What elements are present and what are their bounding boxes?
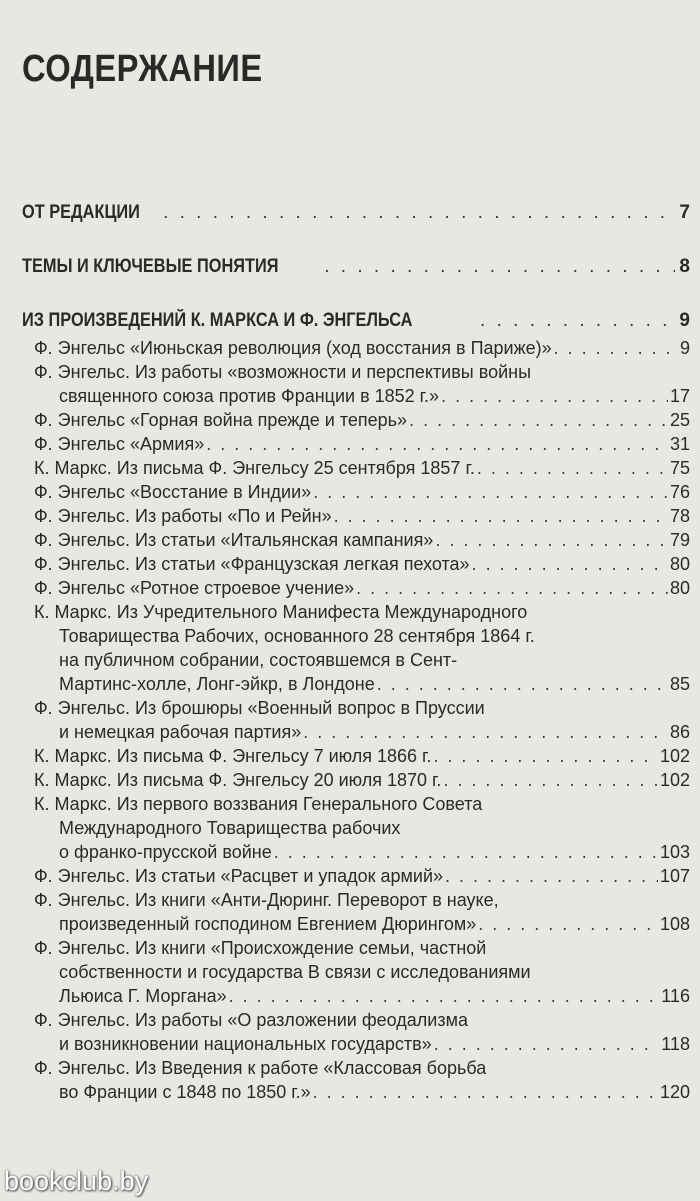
- entry-page: 17: [669, 386, 690, 406]
- entry-page: 108: [659, 914, 690, 934]
- entry-line: собственности и государства В связи с исследованиями: [59, 962, 531, 982]
- entry-page: 86: [669, 722, 690, 742]
- entry-line: Ф. Энгельс. Из книги «Происхождение семьи, частной: [34, 938, 487, 958]
- leader-dots: [441, 384, 668, 408]
- toc-section-works[interactable]: [22, 306, 690, 336]
- entry-page: 76: [669, 482, 690, 502]
- toc-entry[interactable]: [22, 888, 690, 936]
- section-page: 7: [679, 202, 690, 223]
- entry-line: на публичном собрании, состоявшемся в Сент-: [59, 650, 458, 670]
- leader-dots: [356, 576, 668, 600]
- toc-entry[interactable]: [22, 1056, 690, 1104]
- leader-dots: [274, 840, 658, 864]
- leader-dots: [409, 408, 668, 432]
- entry-page: 118: [661, 1034, 690, 1054]
- leader-dots: [313, 1080, 658, 1104]
- entry-page: 9: [679, 338, 690, 358]
- leader-dots: [206, 432, 668, 456]
- toc-entry[interactable]: [22, 768, 690, 792]
- section-page: 9: [679, 310, 690, 331]
- entry-line: Ф. Энгельс «Ротное строевое учение»: [34, 578, 355, 598]
- entry-page: 79: [669, 530, 690, 550]
- toc-entry[interactable]: [22, 408, 690, 432]
- toc-section-editorial[interactable]: [22, 198, 690, 228]
- entry-line: Мартинс-холле, Лонг-эйкр, в Лондоне: [59, 674, 375, 694]
- leader-dots: [434, 1032, 660, 1056]
- section-label: ОТ РЕДАКЦИИ: [22, 202, 140, 223]
- toc-entry[interactable]: [22, 336, 690, 360]
- entry-page: 80: [669, 554, 690, 574]
- entry-line: священного союза против Франции в 1852 г.»: [59, 386, 440, 406]
- entry-line: Ф. Энгельс. Из статьи «Французская легкая пехота»: [34, 554, 470, 574]
- entry-line: Ф. Энгельс. Из работы «возможности и перспективы войны: [34, 362, 532, 382]
- table-of-contents: [22, 198, 690, 1104]
- entry-page: 75: [669, 458, 690, 478]
- leader-dots: [163, 198, 675, 228]
- entry-line: Льюиса Г. Моргана»: [59, 986, 227, 1006]
- entry-line: К. Маркс. Из первого воззвания Генерального Совета: [34, 794, 483, 814]
- toc-entry[interactable]: [22, 936, 690, 1008]
- entry-page: 25: [669, 410, 690, 430]
- leader-dots: [433, 744, 658, 768]
- entry-line: и немецкая рабочая партия»: [59, 722, 302, 742]
- entry-line: Ф. Энгельс. Из брошюры «Военный вопрос в Пруссии: [34, 698, 485, 718]
- entry-line: Ф. Энгельс. Из статьи «Итальянская кампания»: [34, 530, 434, 550]
- leader-dots: [229, 984, 660, 1008]
- leader-dots: [443, 768, 658, 792]
- entry-line: Ф. Энгельс «Июньская революция (ход восстания в Париже)»: [34, 338, 552, 358]
- entry-line: Товарищества Рабочих, основанного 28 сентября 1864 г.: [59, 626, 535, 646]
- toc-entry[interactable]: [22, 504, 690, 528]
- entry-line: Ф. Энгельс «Горная война прежде и теперь»: [34, 410, 408, 430]
- entry-line: Ф. Энгельс. Из работы «О разложении феодализма: [34, 1010, 468, 1030]
- entry-line: Международного Товарищества рабочих: [59, 818, 401, 838]
- toc-entry[interactable]: [22, 432, 690, 456]
- entry-page: 116: [661, 986, 690, 1006]
- entry-line: Ф. Энгельс «Армия»: [34, 434, 205, 454]
- leader-dots: [472, 552, 668, 576]
- leader-dots: [324, 252, 675, 282]
- toc-entry[interactable]: [22, 480, 690, 504]
- entry-line: К. Маркс. Из письма Ф. Энгельсу 20 июля 1870 г.: [34, 770, 442, 790]
- entry-line: Ф. Энгельс. Из статьи «Расцвет и упадок армий»: [34, 866, 444, 886]
- toc-entries: [22, 336, 690, 1104]
- leader-dots: [334, 504, 668, 528]
- watermark: bookclub.by: [4, 1166, 149, 1196]
- toc-section-themes[interactable]: [22, 252, 690, 282]
- entry-page: 102: [659, 746, 690, 766]
- entry-page: 103: [659, 842, 690, 862]
- section-label: ИЗ ПРОИЗВЕДЕНИЙ К. МАРКСА И Ф. ЭНГЕЛЬСА: [22, 310, 413, 331]
- entry-line: во Франции с 1848 по 1850 г.»: [59, 1082, 311, 1102]
- toc-entry[interactable]: [22, 456, 690, 480]
- toc-entry[interactable]: [22, 360, 690, 408]
- section-page: 8: [679, 256, 690, 277]
- entry-page: 120: [659, 1082, 690, 1102]
- leader-dots: [477, 456, 668, 480]
- entry-line: о франко-прусской войне: [59, 842, 272, 862]
- leader-dots: [554, 336, 678, 360]
- leader-dots: [303, 720, 668, 744]
- entry-page: 31: [669, 434, 690, 454]
- entry-page: 78: [669, 506, 690, 526]
- toc-entry[interactable]: [22, 528, 690, 552]
- leader-dots: [480, 306, 675, 336]
- entry-line: Ф. Энгельс «Восстание в Индии»: [34, 482, 312, 502]
- entry-line: Ф. Энгельс. Из Введения к работе «Классовая борьба: [34, 1058, 487, 1078]
- leader-dots: [445, 864, 658, 888]
- toc-entry[interactable]: [22, 744, 690, 768]
- leader-dots: [478, 912, 658, 936]
- entry-line: произведенный господином Евгением Дюрингом»: [59, 914, 477, 934]
- toc-entry[interactable]: [22, 552, 690, 576]
- toc-entry[interactable]: [22, 1008, 690, 1056]
- entry-line: и возникновении национальных государств»: [59, 1034, 432, 1054]
- entry-page: 107: [659, 866, 690, 886]
- toc-entry[interactable]: [22, 696, 690, 744]
- toc-entry[interactable]: [22, 792, 690, 864]
- entry-page: 80: [669, 578, 690, 598]
- entry-line: К. Маркс. Из письма Ф. Энгельсу 7 июля 1866 г.: [34, 746, 432, 766]
- toc-entry[interactable]: [22, 864, 690, 888]
- leader-dots: [377, 672, 668, 696]
- entry-line: Ф. Энгельс. Из книги «Анти-Дюринг. Переворот в науке,: [34, 890, 499, 910]
- leader-dots: [313, 480, 668, 504]
- section-label: ТЕМЫ И КЛЮЧЕВЫЕ ПОНЯТИЯ: [22, 256, 279, 277]
- entry-line: К. Маркс. Из письма Ф. Энгельсу 25 сентября 1857 г.: [34, 458, 475, 478]
- toc-entry[interactable]: [22, 576, 690, 600]
- entry-page: 102: [659, 770, 690, 790]
- entry-page: 85: [669, 674, 690, 694]
- entry-line: Ф. Энгельс. Из работы «По и Рейн»: [34, 506, 332, 526]
- toc-entry[interactable]: [22, 600, 690, 696]
- entry-line: К. Маркс. Из Учредительного Манифеста Международного: [34, 602, 528, 622]
- leader-dots: [435, 528, 668, 552]
- page-title: СОДЕРЖАНИЕ: [22, 48, 263, 90]
